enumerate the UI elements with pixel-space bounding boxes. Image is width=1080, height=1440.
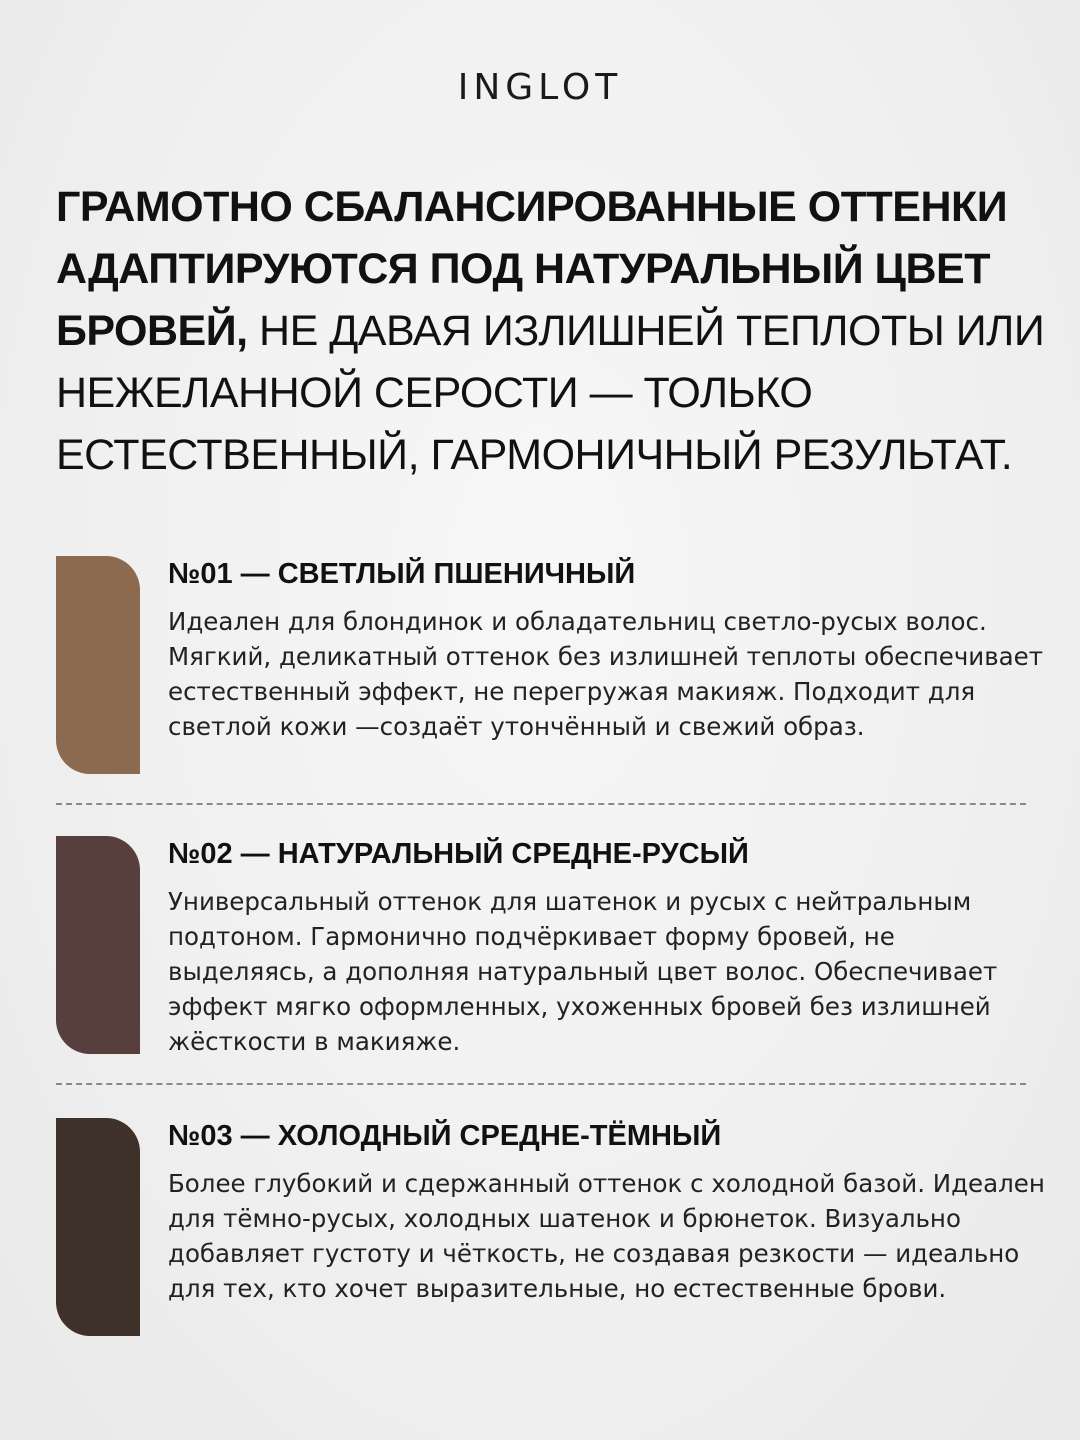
headline-bold-text: ГРАМОТНО СБАЛАНСИРОВАННЫЕ ОТТЕНКИ АДАПТИРУЮТСЯ ПОД НАТУРАЛЬНЫЙ ЦВЕТ БРОВЕЙ,	[56, 183, 1008, 355]
shade-01-description: Идеален для блондинок и обладательниц светло-русых волос. Мягкий, деликатный оттенок без излишней теплоты обеспечивает естественный эффект, не перегружая макияж. Подходит для светлой кожи —создаёт утончённый и свежий образ.	[168, 607, 1044, 741]
brand-logo: INGLOT	[457, 67, 623, 108]
shade-03-title: №03 — ХОЛОДНЫЙ СРЕДНЕ-ТЁМНЫЙ	[168, 1120, 722, 1152]
shade-03-swatch	[56, 1118, 140, 1336]
shade-02-title: №02 — НАТУРАЛЬНЫЙ СРЕДНЕ-РУСЫЙ	[168, 838, 749, 870]
shade-02-description: Универсальный оттенок для шатенок и русых с нейтральным подтоном. Гармонично подчёркивает форму бровей, не выделяясь, а дополняя натуральный цвет волос. Обеспечивает эффект мягко оформленных, ухоженных бровей без излишней жёсткости в макияже.	[168, 887, 998, 1056]
shade-02-swatch	[56, 836, 140, 1054]
headline	[56, 176, 1046, 486]
headline-light-text: НЕ ДАВАЯ ИЗЛИШНЕЙ ТЕПЛОТЫ ИЛИ НЕЖЕЛАННОЙ СЕРОСТИ — ТОЛЬКО ЕСТЕСТВЕННЫЙ, ГАРМОНИЧНЫЙ РЕЗУЛЬТАТ.	[56, 307, 1045, 479]
shade-03-description: Более глубокий и сдержанный оттенок с холодной базой. Идеален для тёмно-русых, холодных шатенок и брюнеток. Визуально добавляет густоту и чёткость, не создавая резкости — идеально для тех, кто хочет выразительные, но естественные брови.	[168, 1169, 1045, 1303]
shade-01-title: №01 — СВЕТЛЫЙ ПШЕНИЧНЫЙ	[168, 558, 636, 590]
divider-2	[56, 1083, 1026, 1085]
shade-01-swatch	[56, 556, 140, 774]
divider-1	[56, 803, 1026, 805]
